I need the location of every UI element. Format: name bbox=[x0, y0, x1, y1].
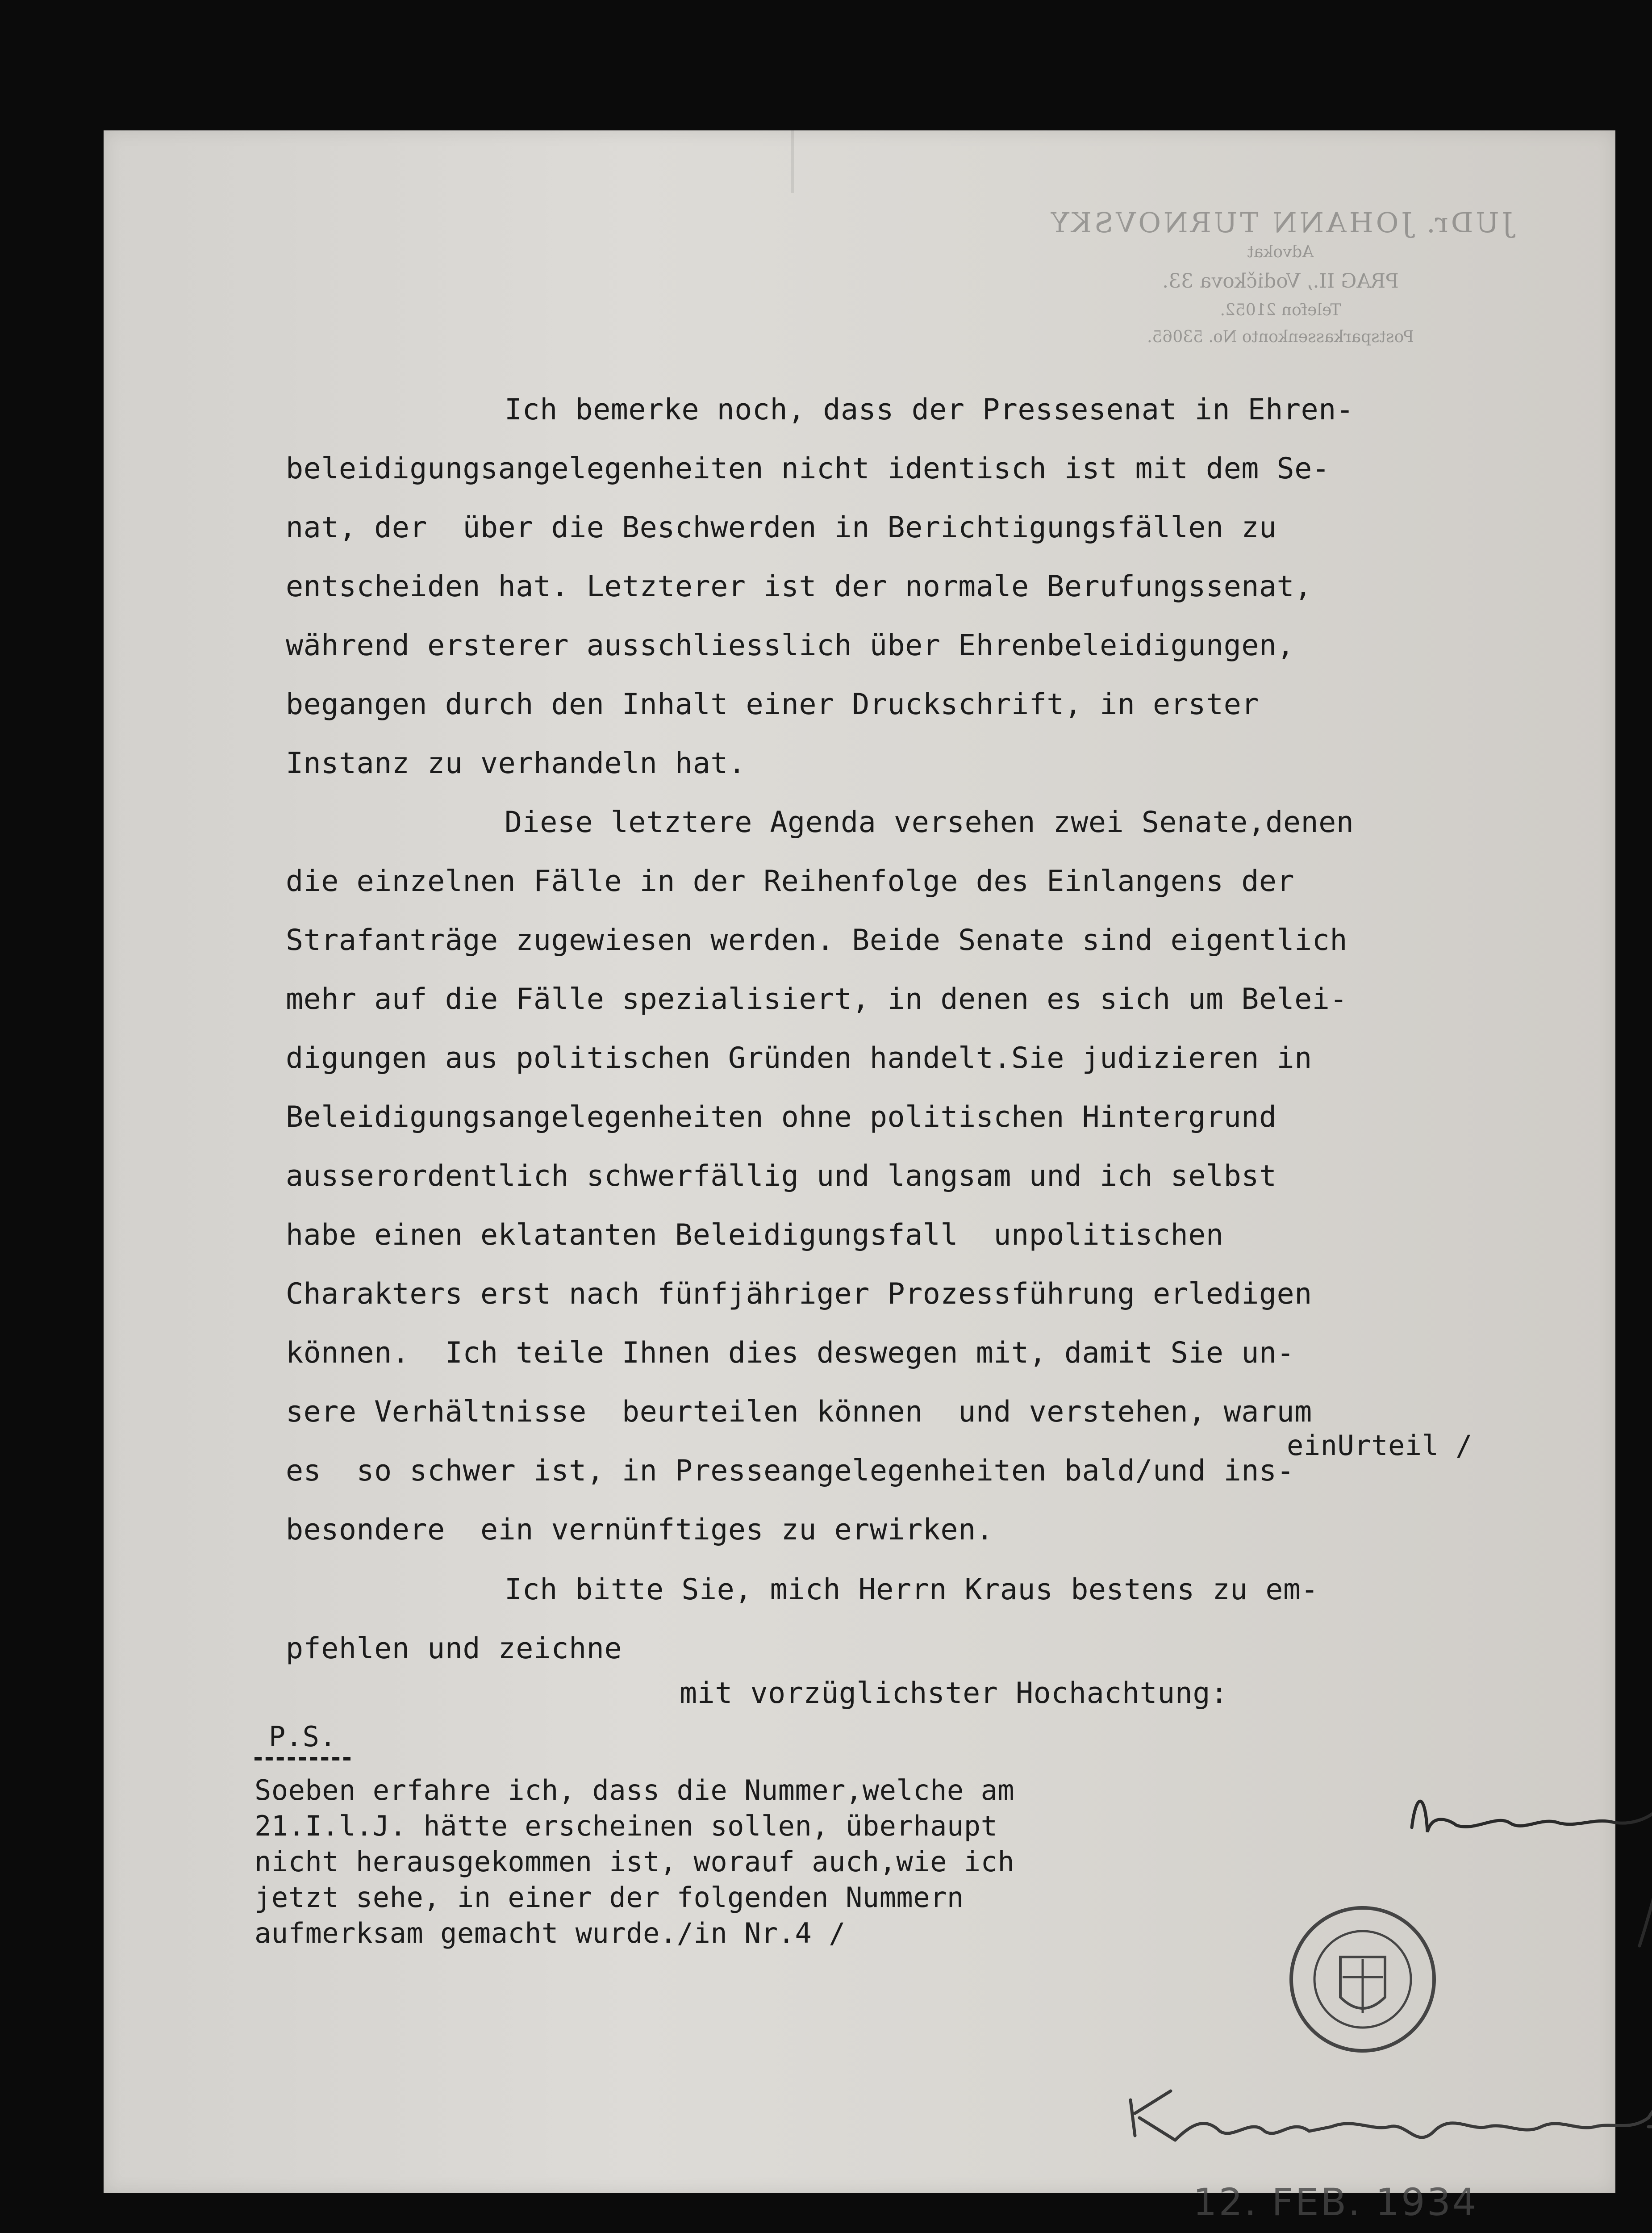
letterhead-postal: Postsparkassenkonto No. 53065. bbox=[1147, 328, 1414, 346]
letter-line: habe einen eklatanten Beleidigungsfall unpolitischen bbox=[286, 1218, 1224, 1252]
letter-body bbox=[104, 130, 1615, 2193]
letter-line: beleidigungsangelegenheiten nicht identisch ist mit dem Se- bbox=[286, 452, 1330, 485]
library-seal bbox=[1282, 1899, 1443, 2060]
letterhead-role: Advokat bbox=[1247, 243, 1314, 261]
letter-line: Ich bemerke noch, dass der Pressesenat in Ehren- bbox=[505, 393, 1354, 427]
letter-line: während ersterer ausschliesslich über Ehrenbeleidigungen, bbox=[286, 629, 1295, 662]
letter-line: die einzelnen Fälle in der Reihenfolge des Einlangens der bbox=[286, 865, 1295, 898]
letter-line: können. Ich teile Ihnen dies deswegen mit, damit Sie un- bbox=[286, 1336, 1295, 1370]
letter-line: besondere ein vernünftiges zu erwirken. bbox=[286, 1513, 994, 1547]
letter-line: ausserordentlich schwerfällig und langsam und ich selbst bbox=[286, 1159, 1277, 1193]
letter-line: Charakters erst nach fünfjähriger Prozessführung erledigen bbox=[286, 1277, 1312, 1311]
postscript-label: P.S. bbox=[269, 1720, 337, 1753]
letterhead-phone: Telefon 21052. bbox=[1220, 301, 1341, 319]
letter-line: begangen durch den Inhalt einer Druckschrift, in erster bbox=[286, 688, 1259, 721]
letterhead-name: JUDr. JOHANN TURNOVSKY bbox=[1048, 206, 1513, 239]
interlinear-correction: einUrteil / bbox=[1287, 1429, 1473, 1462]
letter-line: pfehlen und zeichne bbox=[286, 1632, 622, 1665]
letter-line: entscheiden hat. Letzterer ist der normale Berufungssenat, bbox=[286, 570, 1312, 603]
postscript-line: nicht herausgekommen ist, worauf auch,wie ich bbox=[254, 1845, 1015, 1878]
handwritten-note bbox=[1122, 2064, 1652, 2162]
postscript-line: Soeben erfahre ich, dass die Nummer,welche am bbox=[254, 1774, 1015, 1806]
postscript-line: 21.I.l.J. hätte erscheinen sollen, überhaupt bbox=[254, 1810, 998, 1842]
postscript-line: jetzt sehe, in einer der folgenden Nummern bbox=[254, 1881, 964, 1914]
signature-mark bbox=[1407, 1765, 1652, 1953]
letter-line: sere Verhältnisse beurteilen können und verstehen, warum bbox=[286, 1395, 1312, 1429]
postscript-underline bbox=[254, 1757, 350, 1760]
letter-line: Instanz zu verhandeln hat. bbox=[286, 747, 746, 780]
letter-line: nat, der über die Beschwerden in Berichtigungsfällen zu bbox=[286, 511, 1277, 544]
letter-line: mehr auf die Fälle spezialisiert, in denen es sich um Belei- bbox=[286, 983, 1347, 1016]
letter-line: Strafanträge zugewiesen werden. Beide Senate sind eigentlich bbox=[286, 924, 1347, 957]
letter-line: digungen aus politischen Gründen handelt.Sie judizieren in bbox=[286, 1041, 1312, 1075]
letter-line: Ich bitte Sie, mich Herrn Kraus bestens zu em- bbox=[505, 1573, 1319, 1606]
closing-formula: mit vorzüglichster Hochachtung: bbox=[680, 1677, 1228, 1710]
date-stamp: 12. FEB. 1934 bbox=[1193, 2180, 1478, 2224]
letter-page bbox=[104, 130, 1615, 2224]
letterhead-address: PRAG II., Vodičkova 33. bbox=[1162, 270, 1399, 293]
letter-line: Diese letztere Agenda versehen zwei Senate,denen bbox=[505, 806, 1354, 839]
postscript-line: aufmerksam gemacht wurde./in Nr.4 / bbox=[254, 1917, 846, 1949]
letter-line: Beleidigungsangelegenheiten ohne politischen Hintergrund bbox=[286, 1100, 1277, 1134]
letter-line: es so schwer ist, in Presseangelegenheiten bald/und ins- bbox=[286, 1454, 1295, 1488]
